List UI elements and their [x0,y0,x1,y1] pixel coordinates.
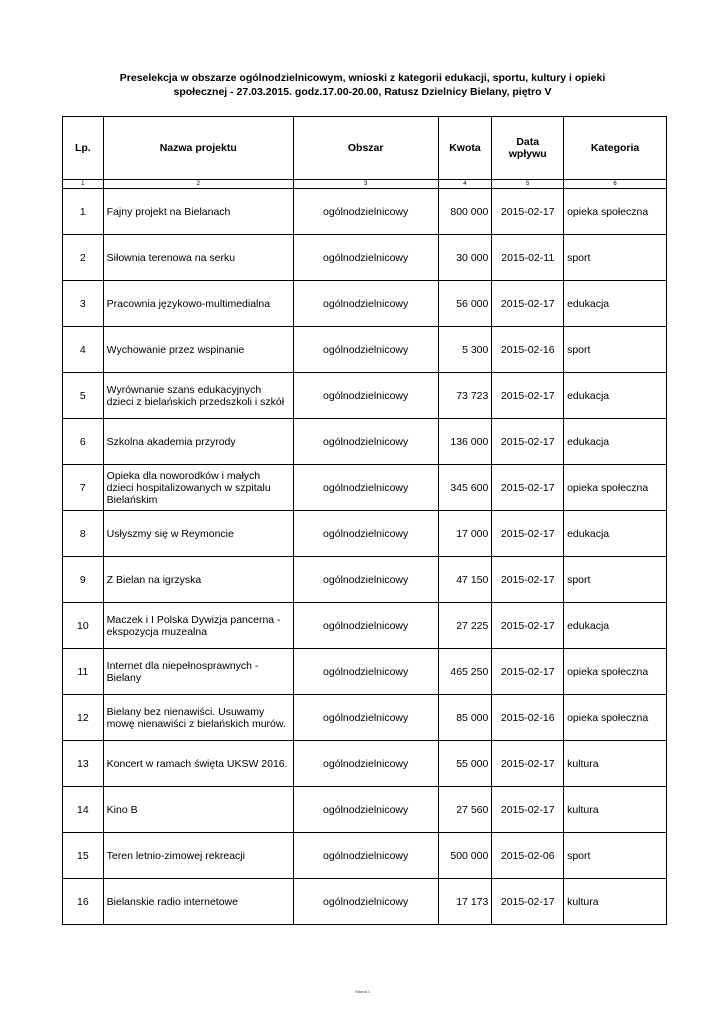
cell-lp: 9 [63,557,104,603]
cell-kwota: 27 560 [438,787,492,833]
cell-obszar: ogólnodzielnicowy [293,419,438,465]
cell-kwota: 17 000 [438,511,492,557]
cell-lp: 4 [63,327,104,373]
cell-data: 2015-02-17 [492,879,564,925]
cell-kategoria: edukacja [564,373,667,419]
header-lp: Lp. [63,117,104,180]
table-row [63,833,667,879]
cell-kwota: 73 723 [438,373,492,419]
cell-kwota: 30 000 [438,235,492,281]
header-data [492,117,564,180]
cell-nazwa: Z Bielan na igrzyska [103,557,293,603]
cell-kategoria: sport [564,235,667,281]
cell-lp: 8 [63,511,104,557]
table-row [63,235,667,281]
projects-table [62,116,667,925]
cell-nazwa: Opieka dla noworodków i małych dzieci hospitalizowanych w szpitalu Bielańskim [103,465,293,511]
cell-nazwa: Wyrównanie szans edukacyjnych dzieci z bielańskich przedszkoli i szkół [103,373,293,419]
cell-kategoria: kultura [564,879,667,925]
table-row [63,557,667,603]
cell-data: 2015-02-17 [492,511,564,557]
cell-data: 2015-02-06 [492,833,564,879]
table-row [63,465,667,511]
cell-nazwa: Fajny projekt na Bielanach [103,189,293,235]
cell-data: 2015-02-11 [492,235,564,281]
table-body [63,189,667,925]
cell-nazwa: Szkolna akademia przyrody [103,419,293,465]
cell-kategoria: opieka społeczna [564,695,667,741]
cell-kategoria: opieka społeczna [564,649,667,695]
cell-kwota: 500 000 [438,833,492,879]
cell-obszar: ogólnodzielnicowy [293,557,438,603]
cell-obszar: ogólnodzielnicowy [293,511,438,557]
table-row [63,741,667,787]
title-line-2: społecznej - 27.03.2015. godz.17.00-20.00, Ratusz Dzielnicy Bielany, piętro V [173,86,552,98]
cell-obszar: ogólnodzielnicowy [293,465,438,511]
column-number: 6 [564,180,667,189]
cell-data: 2015-02-17 [492,741,564,787]
table-row [63,327,667,373]
cell-kategoria: kultura [564,787,667,833]
header-kwota: Kwota [438,117,492,180]
title-line-1: Preselekcja w obszarze ogólnodzielnicowym, wnioski z kategorii edukacji, sportu, kultury i opieki [119,72,606,84]
cell-kwota: 136 000 [438,419,492,465]
cell-kategoria: edukacja [564,511,667,557]
cell-obszar: ogólnodzielnicowy [293,741,438,787]
cell-data: 2015-02-17 [492,281,564,327]
cell-nazwa: Koncert w ramach święta UKSW 2016. [103,741,293,787]
cell-lp: 7 [63,465,104,511]
cell-kwota: 17 173 [438,879,492,925]
cell-kategoria: opieka społeczna [564,189,667,235]
cell-nazwa: Maczek i I Polska Dywizja pancerna - ekspozycja muzealna [103,603,293,649]
cell-nazwa: Bielanskie radio internetowe [103,879,293,925]
cell-obszar: ogólnodzielnicowy [293,189,438,235]
cell-obszar: ogólnodzielnicowy [293,327,438,373]
cell-kategoria: sport [564,833,667,879]
cell-kategoria: opieka społeczna [564,465,667,511]
cell-data: 2015-02-17 [492,603,564,649]
table-row [63,419,667,465]
table-row [63,281,667,327]
header-data-line-1: Data [516,136,540,148]
cell-lp: 5 [63,373,104,419]
table-row [63,189,667,235]
cell-lp: 14 [63,787,104,833]
cell-lp: 13 [63,741,104,787]
table-row [63,603,667,649]
header-obszar: Obszar [293,117,438,180]
cell-nazwa: Usłyszmy się w Reymoncie [103,511,293,557]
cell-lp: 2 [63,235,104,281]
cell-data: 2015-02-17 [492,557,564,603]
cell-kwota: 465 250 [438,649,492,695]
header-kategoria: Kategoria [564,117,667,180]
cell-nazwa: Internet dla niepełnosprawnych - Bielany [103,649,293,695]
cell-lp: 16 [63,879,104,925]
cell-kategoria: edukacja [564,603,667,649]
cell-kategoria: sport [564,327,667,373]
column-number: 5 [492,180,564,189]
cell-kwota: 47 150 [438,557,492,603]
cell-kategoria: edukacja [564,419,667,465]
cell-kwota: 56 000 [438,281,492,327]
column-number: 4 [438,180,492,189]
cell-lp: 12 [63,695,104,741]
cell-kwota: 345 600 [438,465,492,511]
table-row [63,649,667,695]
cell-lp: 10 [63,603,104,649]
table-row [63,879,667,925]
column-number: 1 [63,180,104,189]
cell-kategoria: kultura [564,741,667,787]
cell-obszar: ogólnodzielnicowy [293,649,438,695]
cell-nazwa: Teren letnio-zimowej rekreacji [103,833,293,879]
cell-nazwa: Bielany bez nienawiści. Usuwamy mowę nienawiści z bielańskich murów. [103,695,293,741]
cell-kwota: 800 000 [438,189,492,235]
page-footer: Strona 1 [354,989,371,994]
cell-nazwa: Kino B [103,787,293,833]
cell-data: 2015-02-17 [492,787,564,833]
cell-data: 2015-02-16 [492,695,564,741]
cell-obszar: ogólnodzielnicowy [293,879,438,925]
table-row [63,511,667,557]
cell-lp: 6 [63,419,104,465]
column-number: 3 [293,180,438,189]
table-row [63,373,667,419]
document-title [60,71,665,99]
cell-data: 2015-02-17 [492,189,564,235]
cell-obszar: ogólnodzielnicowy [293,235,438,281]
cell-nazwa: Wychowanie przez wspinanie [103,327,293,373]
cell-obszar: ogólnodzielnicowy [293,833,438,879]
cell-kwota: 5 300 [438,327,492,373]
cell-kwota: 55 000 [438,741,492,787]
cell-nazwa: Siłownia terenowa na serku [103,235,293,281]
cell-obszar: ogólnodzielnicowy [293,373,438,419]
cell-obszar: ogólnodzielnicowy [293,695,438,741]
cell-obszar: ogólnodzielnicowy [293,281,438,327]
cell-data: 2015-02-16 [492,327,564,373]
cell-data: 2015-02-17 [492,649,564,695]
cell-obszar: ogólnodzielnicowy [293,787,438,833]
column-number: 2 [103,180,293,189]
cell-nazwa: Pracownia językowo-multimedialna [103,281,293,327]
cell-kwota: 85 000 [438,695,492,741]
cell-obszar: ogólnodzielnicowy [293,603,438,649]
cell-kategoria: sport [564,557,667,603]
table-row [63,787,667,833]
cell-lp: 3 [63,281,104,327]
column-number-row [63,180,667,189]
cell-lp: 15 [63,833,104,879]
cell-kwota: 27 225 [438,603,492,649]
header-nazwa: Nazwa projektu [103,117,293,180]
cell-data: 2015-02-17 [492,465,564,511]
cell-kategoria: edukacja [564,281,667,327]
header-row [63,117,667,180]
cell-data: 2015-02-17 [492,419,564,465]
header-data-line-2: wpływu [508,148,547,160]
cell-lp: 1 [63,189,104,235]
table-row [63,695,667,741]
cell-data: 2015-02-17 [492,373,564,419]
cell-lp: 11 [63,649,104,695]
